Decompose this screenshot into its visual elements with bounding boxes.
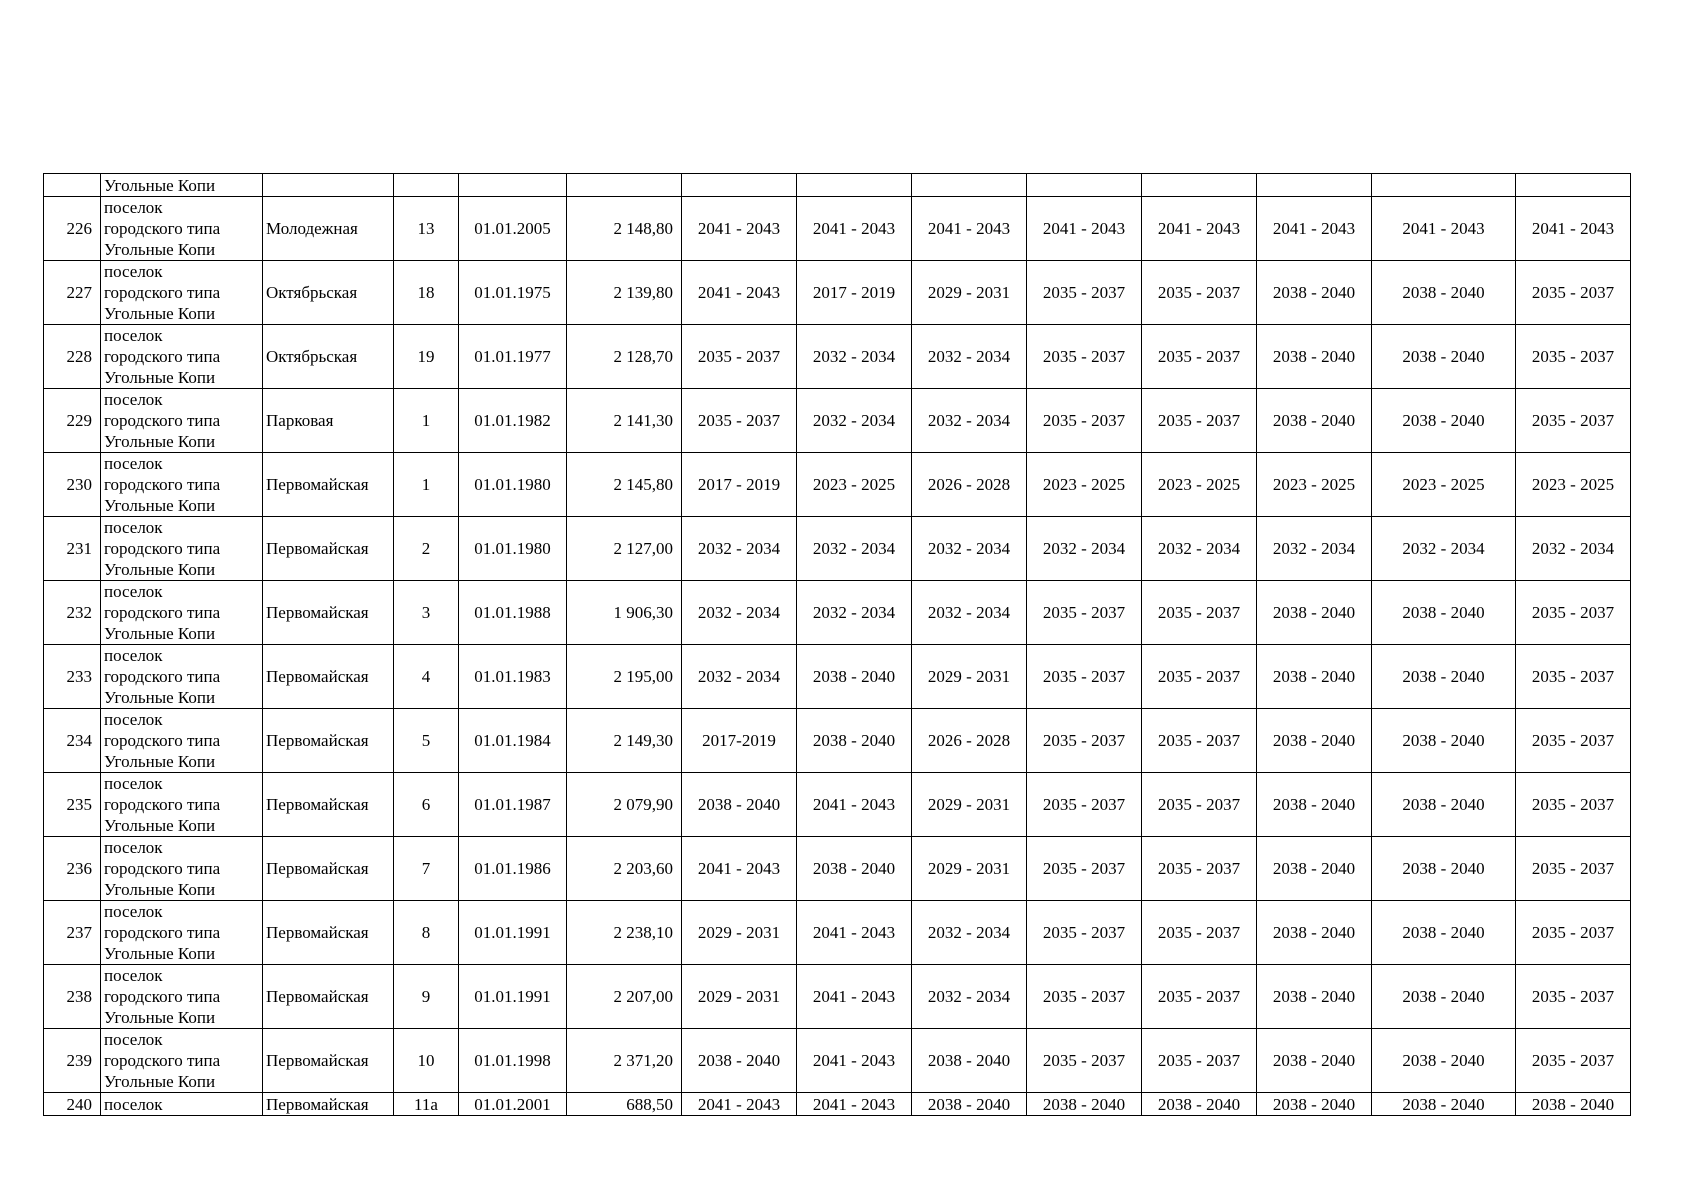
repair-period-cell: 2041 - 2043 — [797, 773, 912, 837]
area-cell: 2 145,80 — [567, 453, 682, 517]
row-number-cell: 227 — [44, 261, 101, 325]
repair-period-cell: 2041 - 2043 — [1027, 197, 1142, 261]
repair-period-cell: 2029 - 2031 — [912, 261, 1027, 325]
repair-period-cell: 2038 - 2040 — [912, 1029, 1027, 1093]
row-number-cell: 232 — [44, 581, 101, 645]
repair-period-cell: 2041 - 2043 — [912, 197, 1027, 261]
repair-period-cell: 2035 - 2037 — [1142, 325, 1257, 389]
settlement-cell: поселок городского типа Угольные Копи — [101, 261, 263, 325]
commissioning-date-cell: 01.01.1983 — [459, 645, 567, 709]
repair-period-cell: 2035 - 2037 — [1142, 837, 1257, 901]
period-cell — [912, 174, 1027, 197]
row-number-cell: 237 — [44, 901, 101, 965]
row-number-cell: 238 — [44, 965, 101, 1029]
repair-period-cell: 2035 - 2037 — [1027, 773, 1142, 837]
repair-period-cell: 2035 - 2037 — [1027, 581, 1142, 645]
repair-period-cell: 2038 - 2040 — [1372, 389, 1516, 453]
repair-period-cell: 2038 - 2040 — [1372, 837, 1516, 901]
house-number-cell: 13 — [394, 197, 459, 261]
repair-period-cell: 2038 - 2040 — [1372, 1029, 1516, 1093]
repair-period-cell: 2023 - 2025 — [797, 453, 912, 517]
repair-period-cell: 2017-2019 — [682, 709, 797, 773]
row-number-cell: 231 — [44, 517, 101, 581]
housing-repair-schedule-table — [43, 173, 1631, 1116]
table-row-continued — [44, 174, 1631, 197]
settlement-cell: поселок городского типа Угольные Копи — [101, 389, 263, 453]
table-row — [44, 1029, 1631, 1093]
table-row — [44, 837, 1631, 901]
repair-period-cell: 2029 - 2031 — [682, 901, 797, 965]
house-number-cell: 3 — [394, 581, 459, 645]
repair-period-cell: 2035 - 2037 — [1516, 965, 1631, 1029]
repair-period-cell: 2038 - 2040 — [1027, 1093, 1142, 1116]
settlement-cell: поселок городского типа Угольные Копи — [101, 325, 263, 389]
street-cell: Первомайская — [263, 453, 394, 517]
table-body — [44, 174, 1631, 1116]
table-row — [44, 1093, 1631, 1116]
commissioning-date-cell: 01.01.1984 — [459, 709, 567, 773]
row-number-cell: 234 — [44, 709, 101, 773]
table-row — [44, 325, 1631, 389]
repair-period-cell: 2038 - 2040 — [797, 645, 912, 709]
repair-period-cell: 2032 - 2034 — [797, 389, 912, 453]
settlement-cell: поселок городского типа Угольные Копи — [101, 645, 263, 709]
street-cell: Первомайская — [263, 965, 394, 1029]
repair-period-cell: 2038 - 2040 — [1257, 709, 1372, 773]
period-cell — [1257, 174, 1372, 197]
repair-period-cell: 2038 - 2040 — [1257, 837, 1372, 901]
repair-period-cell: 2023 - 2025 — [1516, 453, 1631, 517]
period-cell — [1027, 174, 1142, 197]
commissioning-date-cell: 01.01.1986 — [459, 837, 567, 901]
repair-period-cell: 2038 - 2040 — [1257, 261, 1372, 325]
commissioning-date-cell: 01.01.1988 — [459, 581, 567, 645]
repair-period-cell: 2041 - 2043 — [797, 1029, 912, 1093]
table-row — [44, 901, 1631, 965]
house-number-cell: 8 — [394, 901, 459, 965]
repair-period-cell: 2023 - 2025 — [1027, 453, 1142, 517]
repair-period-cell: 2038 - 2040 — [1142, 1093, 1257, 1116]
row-number-cell: 239 — [44, 1029, 101, 1093]
table-row — [44, 581, 1631, 645]
commissioning-date-cell: 01.01.1980 — [459, 453, 567, 517]
repair-period-cell: 2032 - 2034 — [912, 965, 1027, 1029]
repair-period-cell: 2035 - 2037 — [1516, 325, 1631, 389]
row-number-cell: 233 — [44, 645, 101, 709]
street-cell: Первомайская — [263, 1093, 394, 1116]
repair-period-cell: 2029 - 2031 — [682, 965, 797, 1029]
repair-period-cell: 2035 - 2037 — [1142, 645, 1257, 709]
repair-period-cell: 2035 - 2037 — [1142, 581, 1257, 645]
row-number-cell: 226 — [44, 197, 101, 261]
repair-period-cell: 2017 - 2019 — [797, 261, 912, 325]
repair-period-cell: 2038 - 2040 — [1372, 709, 1516, 773]
house-number-cell: 4 — [394, 645, 459, 709]
table-row — [44, 709, 1631, 773]
repair-period-cell: 2041 - 2043 — [682, 197, 797, 261]
repair-period-cell: 2041 - 2043 — [797, 197, 912, 261]
area-cell — [567, 174, 682, 197]
commissioning-date-cell: 01.01.2001 — [459, 1093, 567, 1116]
repair-period-cell: 2032 - 2034 — [1516, 517, 1631, 581]
area-cell: 2 207,00 — [567, 965, 682, 1029]
repair-period-cell: 2032 - 2034 — [797, 325, 912, 389]
num-cell — [44, 174, 101, 197]
house-number-cell: 2 — [394, 517, 459, 581]
settlement-cell: поселок городского типа Угольные Копи — [101, 965, 263, 1029]
house-number-cell: 10 — [394, 1029, 459, 1093]
settlement-cell: поселок — [101, 1093, 263, 1116]
house-number-cell: 6 — [394, 773, 459, 837]
repair-period-cell: 2035 - 2037 — [1516, 837, 1631, 901]
repair-period-cell: 2023 - 2025 — [1372, 453, 1516, 517]
repair-period-cell: 2035 - 2037 — [1142, 965, 1257, 1029]
street-cell: Первомайская — [263, 901, 394, 965]
row-number-cell: 240 — [44, 1093, 101, 1116]
repair-period-cell: 2035 - 2037 — [1027, 645, 1142, 709]
street-cell: Первомайская — [263, 517, 394, 581]
area-cell: 2 127,00 — [567, 517, 682, 581]
repair-period-cell: 2035 - 2037 — [1142, 773, 1257, 837]
settlement-cell: поселок городского типа Угольные Копи — [101, 1029, 263, 1093]
table-row — [44, 517, 1631, 581]
repair-period-cell: 2038 - 2040 — [1257, 325, 1372, 389]
house-cell — [394, 174, 459, 197]
repair-period-cell: 2035 - 2037 — [1516, 261, 1631, 325]
repair-period-cell: 2041 - 2043 — [682, 837, 797, 901]
street-cell: Первомайская — [263, 581, 394, 645]
street-cell: Первомайская — [263, 773, 394, 837]
commissioning-date-cell: 01.01.1977 — [459, 325, 567, 389]
repair-period-cell: 2035 - 2037 — [1027, 1029, 1142, 1093]
repair-period-cell: 2035 - 2037 — [1027, 325, 1142, 389]
street-cell: Октябрьская — [263, 325, 394, 389]
repair-period-cell: 2032 - 2034 — [682, 517, 797, 581]
house-number-cell: 11а — [394, 1093, 459, 1116]
repair-period-cell: 2041 - 2043 — [682, 261, 797, 325]
period-cell — [1372, 174, 1516, 197]
repair-period-cell: 2032 - 2034 — [912, 325, 1027, 389]
repair-period-cell: 2032 - 2034 — [797, 517, 912, 581]
house-number-cell: 5 — [394, 709, 459, 773]
house-number-cell: 19 — [394, 325, 459, 389]
period-cell — [682, 174, 797, 197]
repair-period-cell: 2026 - 2028 — [912, 709, 1027, 773]
repair-period-cell: 2038 - 2040 — [1257, 1093, 1372, 1116]
repair-period-cell: 2026 - 2028 — [912, 453, 1027, 517]
area-cell: 2 203,60 — [567, 837, 682, 901]
repair-period-cell: 2038 - 2040 — [1372, 773, 1516, 837]
repair-period-cell: 2035 - 2037 — [1516, 581, 1631, 645]
commissioning-date-cell: 01.01.1991 — [459, 901, 567, 965]
house-number-cell: 9 — [394, 965, 459, 1029]
commissioning-date-cell: 01.01.1980 — [459, 517, 567, 581]
repair-period-cell: 2041 - 2043 — [797, 901, 912, 965]
repair-period-cell: 2038 - 2040 — [1372, 325, 1516, 389]
period-cell — [1142, 174, 1257, 197]
repair-period-cell: 2032 - 2034 — [912, 517, 1027, 581]
row-number-cell: 236 — [44, 837, 101, 901]
settlement-cell: поселок городского типа Угольные Копи — [101, 709, 263, 773]
repair-period-cell: 2032 - 2034 — [1257, 517, 1372, 581]
area-cell: 2 139,80 — [567, 261, 682, 325]
house-number-cell: 1 — [394, 389, 459, 453]
commissioning-date-cell: 01.01.1987 — [459, 773, 567, 837]
repair-period-cell: 2038 - 2040 — [682, 773, 797, 837]
repair-period-cell: 2032 - 2034 — [912, 389, 1027, 453]
repair-period-cell: 2038 - 2040 — [1372, 901, 1516, 965]
repair-period-cell: 2035 - 2037 — [1142, 901, 1257, 965]
area-cell: 2 128,70 — [567, 325, 682, 389]
area-cell: 2 141,30 — [567, 389, 682, 453]
repair-period-cell: 2041 - 2043 — [682, 1093, 797, 1116]
repair-period-cell: 2035 - 2037 — [1027, 901, 1142, 965]
street-cell: Первомайская — [263, 709, 394, 773]
repair-period-cell: 2038 - 2040 — [1372, 965, 1516, 1029]
settlement-cell: поселок городского типа Угольные Копи — [101, 837, 263, 901]
area-cell: 2 079,90 — [567, 773, 682, 837]
area-cell: 2 371,20 — [567, 1029, 682, 1093]
settlement-cell: поселок городского типа Угольные Копи — [101, 773, 263, 837]
repair-period-cell: 2029 - 2031 — [912, 645, 1027, 709]
repair-period-cell: 2035 - 2037 — [1142, 261, 1257, 325]
street-cell: Первомайская — [263, 1029, 394, 1093]
street-cell: Первомайская — [263, 837, 394, 901]
repair-period-cell: 2041 - 2043 — [1372, 197, 1516, 261]
table-row — [44, 645, 1631, 709]
row-number-cell: 228 — [44, 325, 101, 389]
repair-period-cell: 2035 - 2037 — [682, 325, 797, 389]
repair-period-cell: 2035 - 2037 — [1027, 837, 1142, 901]
table-row — [44, 773, 1631, 837]
table-row — [44, 197, 1631, 261]
repair-period-cell: 2038 - 2040 — [1257, 1029, 1372, 1093]
street-cell: Первомайская — [263, 645, 394, 709]
period-cell — [1516, 174, 1631, 197]
repair-period-cell: 2032 - 2034 — [912, 581, 1027, 645]
settlement-cell: поселок городского типа Угольные Копи — [101, 901, 263, 965]
repair-period-cell: 2035 - 2037 — [1516, 901, 1631, 965]
repair-period-cell: 2029 - 2031 — [912, 773, 1027, 837]
repair-period-cell: 2035 - 2037 — [1516, 773, 1631, 837]
repair-period-cell: 2038 - 2040 — [1257, 901, 1372, 965]
house-number-cell: 7 — [394, 837, 459, 901]
repair-period-cell: 2029 - 2031 — [912, 837, 1027, 901]
repair-period-cell: 2035 - 2037 — [1516, 645, 1631, 709]
repair-period-cell: 2038 - 2040 — [682, 1029, 797, 1093]
street-cell: Октябрьская — [263, 261, 394, 325]
repair-period-cell: 2035 - 2037 — [1027, 389, 1142, 453]
area-cell: 2 149,30 — [567, 709, 682, 773]
settlement-cell: поселок городского типа Угольные Копи — [101, 453, 263, 517]
repair-period-cell: 2038 - 2040 — [912, 1093, 1027, 1116]
area-cell: 2 195,00 — [567, 645, 682, 709]
repair-period-cell: 2035 - 2037 — [1027, 965, 1142, 1029]
repair-period-cell: 2032 - 2034 — [912, 901, 1027, 965]
date-cell — [459, 174, 567, 197]
street-cell — [263, 174, 394, 197]
repair-period-cell: 2035 - 2037 — [1142, 709, 1257, 773]
repair-period-cell: 2038 - 2040 — [1257, 965, 1372, 1029]
repair-period-cell: 2023 - 2025 — [1257, 453, 1372, 517]
area-cell: 1 906,30 — [567, 581, 682, 645]
area-cell: 2 238,10 — [567, 901, 682, 965]
repair-period-cell: 2032 - 2034 — [1142, 517, 1257, 581]
table-row — [44, 965, 1631, 1029]
house-number-cell: 18 — [394, 261, 459, 325]
repair-period-cell: 2035 - 2037 — [1142, 389, 1257, 453]
repair-period-cell: 2038 - 2040 — [1372, 261, 1516, 325]
repair-period-cell: 2032 - 2034 — [682, 645, 797, 709]
repair-period-cell: 2017 - 2019 — [682, 453, 797, 517]
repair-period-cell: 2023 - 2025 — [1142, 453, 1257, 517]
area-cell: 2 148,80 — [567, 197, 682, 261]
repair-period-cell: 2032 - 2034 — [1372, 517, 1516, 581]
repair-period-cell: 2038 - 2040 — [1257, 581, 1372, 645]
repair-period-cell: 2038 - 2040 — [1257, 773, 1372, 837]
repair-period-cell: 2038 - 2040 — [1372, 1093, 1516, 1116]
repair-period-cell: 2032 - 2034 — [682, 581, 797, 645]
table-row — [44, 453, 1631, 517]
repair-period-cell: 2038 - 2040 — [797, 709, 912, 773]
repair-period-cell: 2035 - 2037 — [1516, 1029, 1631, 1093]
commissioning-date-cell: 01.01.1982 — [459, 389, 567, 453]
row-number-cell: 235 — [44, 773, 101, 837]
street-cell: Молодежная — [263, 197, 394, 261]
repair-period-cell: 2032 - 2034 — [1027, 517, 1142, 581]
house-number-cell: 1 — [394, 453, 459, 517]
repair-period-cell: 2038 - 2040 — [1372, 581, 1516, 645]
commissioning-date-cell: 01.01.1991 — [459, 965, 567, 1029]
repair-period-cell: 2041 - 2043 — [797, 1093, 912, 1116]
repair-period-cell: 2041 - 2043 — [1142, 197, 1257, 261]
repair-period-cell: 2038 - 2040 — [1372, 645, 1516, 709]
commissioning-date-cell: 01.01.1975 — [459, 261, 567, 325]
repair-period-cell: 2038 - 2040 — [797, 837, 912, 901]
repair-period-cell: 2038 - 2040 — [1516, 1093, 1631, 1116]
repair-period-cell: 2041 - 2043 — [1516, 197, 1631, 261]
area-cell: 688,50 — [567, 1093, 682, 1116]
repair-period-cell: 2038 - 2040 — [1257, 645, 1372, 709]
period-cell — [797, 174, 912, 197]
repair-period-cell: 2038 - 2040 — [1257, 389, 1372, 453]
repair-period-cell: 2041 - 2043 — [797, 965, 912, 1029]
table-row — [44, 389, 1631, 453]
row-number-cell: 229 — [44, 389, 101, 453]
repair-period-cell: 2035 - 2037 — [1027, 261, 1142, 325]
repair-period-cell: 2035 - 2037 — [1142, 1029, 1257, 1093]
repair-period-cell: 2035 - 2037 — [1516, 389, 1631, 453]
repair-period-cell: 2035 - 2037 — [682, 389, 797, 453]
settlement-cell: поселок городского типа Угольные Копи — [101, 581, 263, 645]
repair-period-cell: 2035 - 2037 — [1027, 709, 1142, 773]
settlement-cell: Угольные Копи — [101, 174, 263, 197]
repair-period-cell: 2035 - 2037 — [1516, 709, 1631, 773]
table-row — [44, 261, 1631, 325]
settlement-cell: поселок городского типа Угольные Копи — [101, 197, 263, 261]
commissioning-date-cell: 01.01.2005 — [459, 197, 567, 261]
settlement-cell: поселок городского типа Угольные Копи — [101, 517, 263, 581]
repair-period-cell: 2041 - 2043 — [1257, 197, 1372, 261]
repair-period-cell: 2032 - 2034 — [797, 581, 912, 645]
row-number-cell: 230 — [44, 453, 101, 517]
commissioning-date-cell: 01.01.1998 — [459, 1029, 567, 1093]
street-cell: Парковая — [263, 389, 394, 453]
